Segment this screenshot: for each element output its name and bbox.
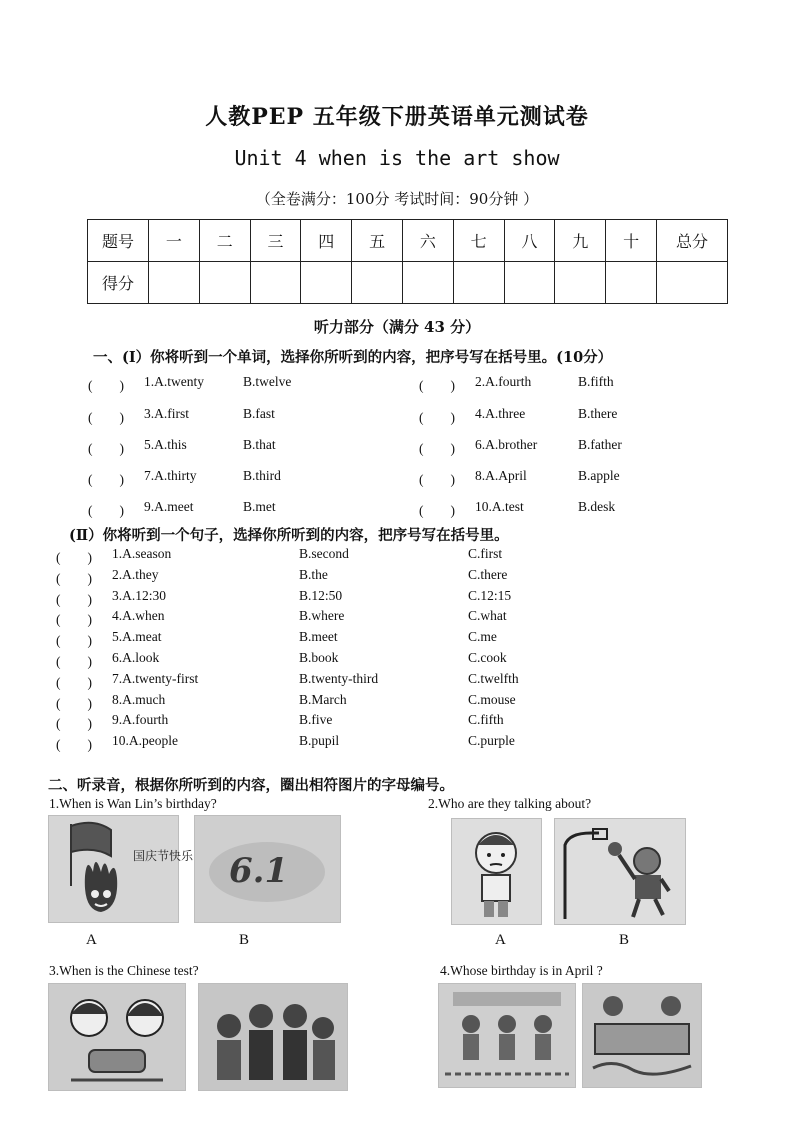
score-input-cell[interactable] <box>606 262 657 304</box>
option-b: B.meet <box>299 629 338 644</box>
unit-subtitle: Unit 4 when is the art show <box>234 146 560 170</box>
option-b: B.there <box>578 406 618 421</box>
table-cell: 得分 <box>88 262 149 304</box>
option-a: 10.A.people <box>112 733 178 748</box>
table-cell: 四 <box>301 220 352 262</box>
score-input-cell[interactable] <box>504 262 555 304</box>
national-day-hand-picture[interactable] <box>48 815 194 923</box>
option-c: C.what <box>468 608 507 623</box>
score-table-header-row <box>88 220 728 262</box>
option-a: 5.A.meat <box>112 629 162 644</box>
option-b: B.twenty-third <box>299 671 379 686</box>
option-a: 9.A.fourth <box>112 712 169 727</box>
option-a: 2.A.they <box>112 567 159 582</box>
part2-heading: (Ⅱ）你将听到一个句子，选择你所听到的内容，把序号写在括号里。 <box>69 527 509 544</box>
answer-bracket[interactable]: ( ) <box>88 472 124 487</box>
option-b: B.five <box>299 712 333 727</box>
option-c: C.cook <box>468 650 507 665</box>
option-label-a[interactable]: A <box>86 932 97 948</box>
option-a: 4.A.three <box>475 406 526 421</box>
answer-bracket[interactable]: ( ) <box>88 410 124 425</box>
option-b: B.third <box>243 468 281 483</box>
table-cell: 六 <box>402 220 453 262</box>
option-a: 7.A.twenty-first <box>112 671 199 686</box>
listening-title: 听力部分（满分 43 分） <box>313 318 481 336</box>
option-a: 7.A.thirty <box>144 468 197 483</box>
exam-info: （全卷满分：100分 考试时间：90分钟 ） <box>255 190 539 208</box>
option-b: B.desk <box>578 499 616 514</box>
table-cell: 七 <box>453 220 504 262</box>
table-cell: 题号 <box>88 220 149 262</box>
option-label-b[interactable]: B <box>619 932 630 948</box>
answer-bracket[interactable]: ( ) <box>88 441 124 456</box>
option-label-a[interactable]: A <box>495 932 506 948</box>
answer-bracket[interactable]: ( ) <box>56 737 92 752</box>
children-day-picture[interactable] <box>194 815 341 923</box>
table-cell: 三 <box>250 220 301 262</box>
answer-bracket[interactable]: ( ) <box>56 612 92 627</box>
answer-bracket[interactable]: ( ) <box>56 696 92 711</box>
answer-bracket[interactable]: ( ) <box>419 378 455 393</box>
option-c: C.there <box>468 567 508 582</box>
picture-question-4: 4.Whose birthday is in April ? <box>440 963 603 978</box>
option-c: C.12:15 <box>468 588 512 603</box>
table-cell: 八 <box>504 220 555 262</box>
option-a: 8.A.April <box>475 468 527 483</box>
score-input-cell[interactable] <box>453 262 504 304</box>
option-b: B.second <box>299 546 349 561</box>
option-c: C.twelfth <box>468 671 519 686</box>
picture-caption: 6.1 <box>229 851 289 891</box>
option-b: B.where <box>299 608 345 623</box>
option-c: C.fifth <box>468 712 504 727</box>
answer-bracket[interactable]: ( ) <box>419 410 455 425</box>
part3-heading: 二、听录音，根据你所听到的内容，圈出相符图片的字母编号。 <box>48 777 454 794</box>
option-c: C.first <box>468 546 503 561</box>
answer-bracket[interactable]: ( ) <box>88 378 124 393</box>
option-c: C.mouse <box>468 692 516 707</box>
picture-question-3: 3.When is the Chinese test? <box>49 963 199 978</box>
option-a: 6.A.brother <box>475 437 538 452</box>
answer-bracket[interactable]: ( ) <box>56 550 92 565</box>
answer-bracket[interactable]: ( ) <box>88 503 124 518</box>
option-label-b[interactable]: B <box>239 932 250 948</box>
option-a: 2.A.fourth <box>475 374 532 389</box>
option-b: B.met <box>243 499 276 514</box>
table-cell: 总分 <box>657 220 728 262</box>
option-b: B.pupil <box>299 733 340 748</box>
score-input-cell[interactable] <box>352 262 403 304</box>
option-c: C.purple <box>468 733 515 748</box>
children-drawing-picture[interactable] <box>438 983 576 1088</box>
option-a: 1.A.twenty <box>144 374 204 389</box>
kids-with-cake-picture[interactable] <box>48 983 186 1091</box>
option-a: 6.A.look <box>112 650 160 665</box>
option-b: B.father <box>578 437 622 452</box>
picture-question-1: 1.When is Wan Lin’s birthday? <box>49 796 217 811</box>
answer-bracket[interactable]: ( ) <box>419 472 455 487</box>
score-input-cell[interactable] <box>149 262 200 304</box>
option-a: 1.A.season <box>112 546 172 561</box>
part1-heading: 一、(Ⅰ）你将听到一个单词，选择你所听到的内容，把序号写在括号里。(10分） <box>93 349 613 366</box>
option-a: 3.A.12:30 <box>112 588 166 603</box>
table-cell: 十 <box>606 220 657 262</box>
picture-caption: 国庆节快乐 <box>133 849 194 863</box>
boy-picture[interactable] <box>451 818 542 925</box>
option-b: B.fifth <box>578 374 614 389</box>
option-a: 8.A.much <box>112 692 166 707</box>
table-cell: 二 <box>199 220 250 262</box>
page-title: 人教PEP 五年级下册英语单元测试卷 <box>205 104 589 130</box>
option-b: B.fast <box>243 406 275 421</box>
option-b: B.that <box>243 437 276 452</box>
table-cell: 九 <box>555 220 606 262</box>
score-input-cell[interactable] <box>402 262 453 304</box>
answer-bracket[interactable]: ( ) <box>419 503 455 518</box>
table-cell: 五 <box>352 220 403 262</box>
picture-question-2: 2.Who are they talking about? <box>428 796 592 811</box>
option-a: 10.A.test <box>475 499 524 514</box>
answer-bracket[interactable]: ( ) <box>419 441 455 456</box>
score-table <box>87 219 728 304</box>
score-input-cell[interactable] <box>250 262 301 304</box>
option-b: B.March <box>299 692 347 707</box>
score-table-score-row <box>88 262 728 304</box>
family-picture[interactable] <box>198 983 348 1091</box>
birthday-card-picture[interactable] <box>582 983 702 1088</box>
option-b: B.the <box>299 567 328 582</box>
answer-bracket[interactable]: ( ) <box>56 716 92 731</box>
option-a: 9.A.meet <box>144 499 194 514</box>
answer-bracket[interactable]: ( ) <box>56 675 92 690</box>
answer-bracket[interactable]: ( ) <box>56 633 92 648</box>
option-a: 3.A.first <box>144 406 189 421</box>
option-b: B.12:50 <box>299 588 343 603</box>
score-input-cell[interactable] <box>301 262 352 304</box>
option-b: B.twelve <box>243 374 292 389</box>
answer-bracket[interactable]: ( ) <box>56 592 92 607</box>
answer-bracket[interactable]: ( ) <box>56 654 92 669</box>
option-a: 5.A.this <box>144 437 187 452</box>
table-cell: 一 <box>149 220 200 262</box>
option-b: B.book <box>299 650 339 665</box>
option-b: B.apple <box>578 468 620 483</box>
option-a: 4.A.when <box>112 608 165 623</box>
score-input-cell[interactable] <box>555 262 606 304</box>
answer-bracket[interactable]: ( ) <box>56 571 92 586</box>
basketball-player-picture[interactable] <box>554 818 686 925</box>
option-c: C.me <box>468 629 497 644</box>
score-input-cell[interactable] <box>657 262 728 304</box>
score-input-cell[interactable] <box>199 262 250 304</box>
